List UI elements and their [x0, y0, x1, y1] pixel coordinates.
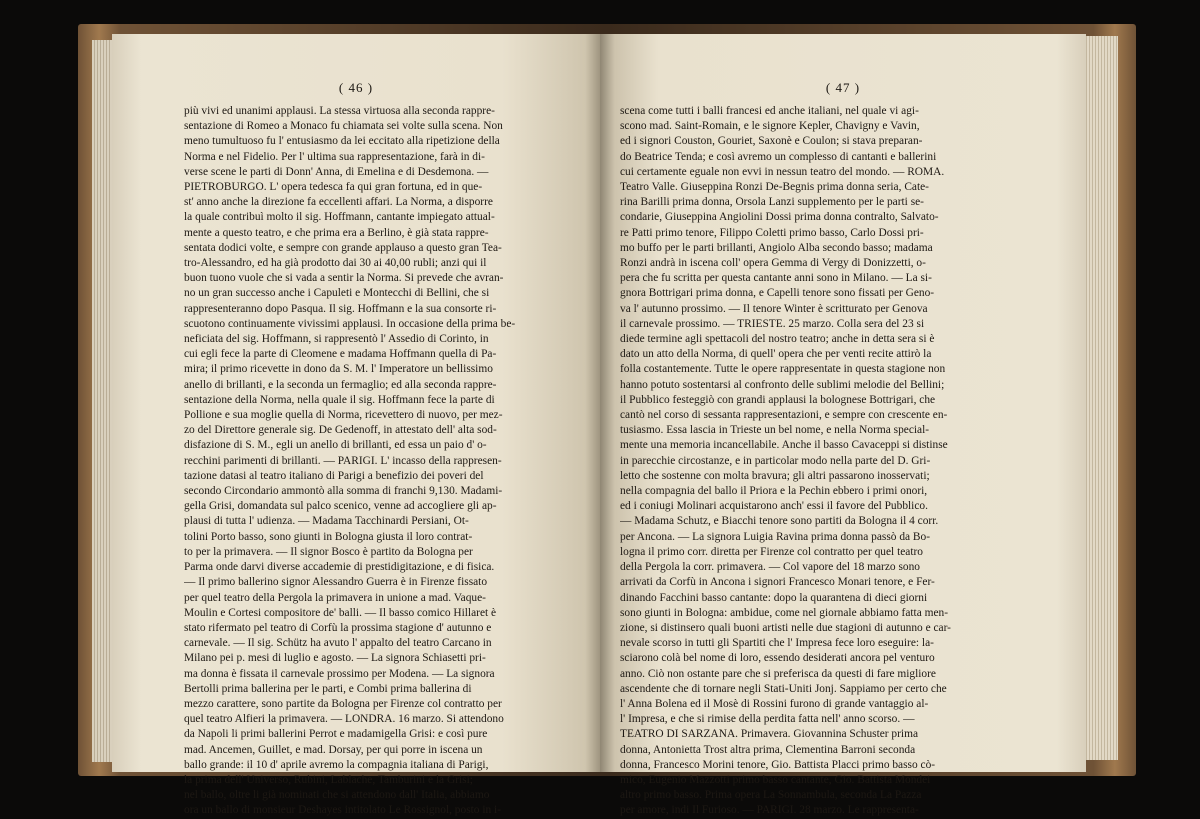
text-line: tusiasmo. Essa lascia in Trieste un bel nome, e nella Norma special- — [620, 424, 930, 437]
text-line: zione, si distinsero quali buoni artisti nelle due stagioni di autunno e car- — [620, 621, 951, 634]
text-line: il Pubblico festeggiò con grandi applausi la bolognese Bottrigari, che — [620, 393, 936, 406]
text-line: l' Impresa, e che si rimise della perdita fatta nell' anno scorso. — — [620, 713, 915, 726]
text-line: carnevale. — Il sig. Schütz ha avuto l' appalto del teatro Carcano in — [184, 637, 492, 650]
text-line: anello di brillanti, e la seconda un fermaglio; ed alla seconda rappre- — [184, 378, 497, 391]
text-line: meno tumultuoso fu l' entusiasmo da lei eccitato alla ripetizione della — [184, 135, 500, 148]
open-book — [78, 24, 1136, 817]
text-line: tolini Porto basso, sono giunti in Bologna giusta il loro contrat- — [184, 530, 473, 543]
text-line: il carnevale prossimo. — TRIESTE. 25 marzo. Colla sera del 23 si — [620, 317, 925, 330]
text-line: gella Grisi, domandata sul palco scenico, venne ad accogliere gli ap- — [184, 500, 497, 513]
text-line: arrivati da Corfù in Ancona i signori Francesco Monari tenore, e Fer- — [620, 576, 935, 589]
right-page — [600, 34, 1086, 817]
text-line: ma donna è fissata il carnevale prossimo per Modena. — La signora — [184, 667, 495, 680]
text-line: donna, Antonietta Trost altra prima, Clementina Barroni seconda — [620, 743, 916, 756]
text-line: letto che sostenne con molta bravura; gli altri passarono inosservati; — [620, 469, 930, 482]
text-line: nel ballo, oltre li già nominati che si attendono dall' Italia, abbiamo — [184, 789, 490, 802]
text-line: va l' autunno prossimo. — Il tenore Winter è scritturato per Genova — [620, 302, 928, 315]
text-line: Teatro Valle. Giuseppina Ronzi De-Begnis prima donna seria, Cate- — [620, 181, 929, 194]
text-line: nevale scorso in tutti gli Spartiti che l' Impresa fece loro eseguire: la- — [620, 637, 934, 650]
text-line: cantò nel corso di sessanta rappresentazioni, e sempre con crescente en- — [620, 409, 948, 422]
text-line: cui certamente eguale non evvi in nessun teatro del mondo. — ROMA. — [620, 165, 945, 178]
text-line: tazione datasi al teatro italiano di Parigi a benefizio dei poveri del — [184, 469, 484, 482]
text-line: Moulin e Cortesi compositore de' balli. — Il basso comico Hillaret è — [184, 606, 497, 619]
text-line: dato un atto della Norma, di quell' opera che per venti recite attirò la — [620, 348, 932, 361]
text-line: TEATRO DI SARZANA. Primavera. Giovannina Schuster prima — [620, 728, 919, 741]
text-line: ed i signori Couston, Gouriet, Saxonè e Coulon; si stava preparan- — [620, 135, 923, 148]
text-line: — Il primo ballerino signor Alessandro Guerra è in Firenze fissato — [184, 576, 488, 589]
text-line: donna, Francesco Morini tenore, Gio. Battista Placci primo basso cò- — [620, 758, 936, 771]
text-line: stato rifermato pel teatro di Corfù la prossima stagione d' autunno e — [184, 621, 492, 634]
text-line: neficiata del sig. Hoffmann, si rappresentò l' Assedio di Corinto, in — [184, 333, 489, 346]
text-line: Bertolli prima ballerina per le parti, e Combi prima ballerina di — [184, 682, 472, 695]
text-line: sentazione di Romeo a Monaco fu chiamata sei volte sulla scena. Non — [184, 120, 503, 133]
text-line: diede termine agli spettacoli del nostro teatro; anche in detta sera si è — [620, 333, 935, 346]
text-line: l' Anna Bolena ed il Mosè di Rossini furono di grande vantaggio al- — [620, 697, 929, 710]
text-line: mente a questo teatro, e che prima era a Berlino, è già stata rappre- — [184, 226, 489, 239]
text-line: Ronzi andrà in iscena coll' opera Gemma di Vergy di Donizzetti, o- — [620, 257, 926, 270]
text-line: st' anno anche la direzione fa eccellenti affari. La Norma, a disporre — [184, 196, 493, 209]
text-line: ora un ballo di monsieur Deshayes intitolato Le Rossignol, posto in i- — [184, 804, 502, 817]
text-line: gnora Bottrigari prima donna, e Capelli tenore sono fissati per Geno- — [620, 287, 935, 300]
text-line: Parma onde darvi diverse accademie di prestidigitazione, e di fisica. — [184, 561, 495, 574]
text-line: secondo Circondario ammontò alla somma di franchi 9,130. Madami- — [184, 485, 503, 498]
text-line: condarie, Giuseppina Angiolini Dossi prima donna contralto, Salvato- — [620, 211, 939, 224]
text-line: mico, Eugenio Mazzotti primo basso cantante, Gio. Battista Mondei — [620, 773, 931, 786]
text-line: più vivi ed unanimi applausi. La stessa virtuosa alla seconda rappre- — [184, 105, 495, 117]
text-line: scuotono continuamente vivissimi applausi. In occasione della prima be- — [184, 317, 516, 330]
text-line: scono mad. Saint-Romain, e le signore Kepler, Chavigny e Vavin, — [620, 120, 920, 133]
text-line: verse scene le parti di Donn' Anna, di Emelina e di Desdemona. — — [184, 165, 489, 178]
text-line: Norma e nel Fidelio. Per l' ultima sua rappresentazione, farà in di- — [184, 150, 485, 163]
text-line: — Madama Schutz, e Biacchi tenore sono partiti da Bologna il 4 corr. — [620, 515, 939, 528]
text-line: plausi di tutta l' udienza. — Madama Tacchinardi Persiani, Ot- — [184, 515, 469, 528]
left-page — [112, 34, 600, 817]
left-page-text — [184, 104, 580, 819]
text-line: per Ancona. — La signora Luigia Ravina prima donna passò da Bo- — [620, 530, 930, 543]
text-line: mad. Ancemen, Guillet, e mad. Dorsay, per qui porre in iscena un — [184, 743, 483, 756]
text-line: rina Barilli prima donna, Orsola Lanzi supplemento per le parti se- — [620, 196, 924, 209]
text-line: disfazione di S. M., egli un anello di brillanti, ed essa un paio d' o- — [184, 439, 487, 452]
text-line: pera che fu scritta per questa cantante anni sono in Milano. — La si- — [620, 272, 932, 285]
text-line: la quale contribuì molto il sig. Hoffmann, cantante impiegato attual- — [184, 211, 495, 224]
text-line: da Napoli li primi ballerini Perrot e madamigella Grisi: e così pure — [184, 728, 488, 741]
text-line: no un gran successo anche i Capuleti e Montecchi di Bellini, che si — [184, 287, 490, 300]
text-line: sentata dodici volte, e sempre con grande applauso a questo gran Tea- — [184, 241, 502, 254]
text-line: Pollione e sua moglie quella di Norma, ricevettero di nuovo, per mez- — [184, 409, 503, 422]
text-line: dinando Facchini basso cantante: dopo la quarantena di dieci giorni — [620, 591, 928, 604]
text-line: folla costantemente. Tutte le opere rappresentate in questa stagione non — [620, 363, 946, 376]
text-line: la prima dell' Universo, Rubini, Lablache, Tamburini e la Grisi; — [184, 773, 473, 786]
text-line: zo del Direttore generale sig. De Gedenoff, in attestato dell' alta sod- — [184, 424, 497, 437]
text-line: altro primo basso. Prima opera La Sonnambula, seconda La Pazza — [620, 789, 922, 802]
text-line: in parecchie circostanze, e in particolar modo nella parte del D. Gri- — [620, 454, 931, 467]
text-line: cui egli fece la parte di Cleomene e madama Hoffmann quella di Pa- — [184, 348, 497, 361]
text-line: sentazione della Norma, nella quale il sig. Hoffmann fece la parte di — [184, 393, 495, 406]
text-line: tro-Alessandro, ed ha già prodotto dai 30 ai 40,00 rubli; anzi qui il — [184, 257, 487, 270]
text-line: sono giunti in Bologna: ambidue, come nel giornale abbiamo fatta men- — [620, 606, 949, 619]
text-line: nella compagnia del ballo il Priora e la Pechin ebbero i primi onori, — [620, 485, 928, 498]
text-line: anno. Ciò non ostante pare che si preferisca da questi di fare migliore — [620, 667, 936, 680]
right-page-text — [620, 104, 1026, 819]
text-line: mira; il primo ricevette in dono da S. M. l' Imperatore un bellissimo — [184, 363, 493, 376]
text-line: ballo grande: il 10 d' aprile avremo la compagnia italiana di Parigi, — [184, 758, 489, 771]
text-line: ed i coniugi Molinari acquistarono anch' essi il favore del Pubblico. — [620, 500, 928, 513]
text-line: Milano pei p. mesi di luglio e agosto. — La signora Schiasetti pri- — [184, 652, 486, 665]
text-line: quel teatro Alfieri la primavera. — LONDRA. 16 marzo. Si attendono — [184, 713, 504, 726]
text-line: sciarono colà bel nome di loro, essendo desiderati ancora pel venturo — [620, 652, 935, 665]
text-line: to per la primavera. — Il signor Bosco è partito da Bologna per — [184, 545, 473, 558]
text-line: ascendente che di tornare negli Stati-Uniti Jonj. Sappiamo per certo che — [620, 682, 947, 695]
text-line: mezzo carattere, sono partite da Bologna per Firenze col contratto per — [184, 697, 502, 710]
text-line: logna il primo corr. diretta per Firenze col contratto per quel teatro — [620, 545, 924, 558]
page-number-right: ( 47 ) — [825, 80, 861, 95]
text-line: re Patti primo tenore, Filippo Coletti primo basso, Carlo Dossi pri- — [620, 226, 924, 239]
text-line: hanno potuto sostentarsi al confronto delle sublimi melodie del Bellini; — [620, 378, 945, 391]
text-line: per amore, indi Il Furioso. — PARIGI. 28 marzo. Le rappresenta- — [620, 804, 919, 817]
text-line: mente una memoria incancellabile. Anche il basso Cavaceppi si distinse — [620, 439, 948, 452]
text-line: scena come tutti i balli francesi ed anche italiani, nel quale vi agi- — [620, 105, 919, 117]
text-line: per quel teatro della Pergola la primavera in unione a mad. Vaque- — [184, 591, 486, 604]
text-line: della Pergola la corr. primavera. — Col vapore del 18 marzo sono — [620, 561, 920, 574]
text-line: buon tuono vuole che si vada a sentir la Norma. Si prevede che avran- — [184, 272, 504, 285]
text-line: do Beatrice Tenda; e così avremo un complesso di cantanti e ballerini — [620, 150, 937, 163]
text-line: recchini parimenti di brillanti. — PARIGI. L' incasso della rappresen- — [184, 454, 502, 467]
text-line: PIETROBURGO. L' opera tedesca fa qui gran fortuna, ed in que- — [184, 181, 483, 194]
text-line: rappresenteranno dopo Pasqua. Il sig. Hoffmann e la sua consorte ri- — [184, 302, 497, 315]
text-line: mo buffo per le parti brillanti, Angiolo Alba secondo basso; madama — [620, 241, 933, 254]
page-number-left: ( 46 ) — [338, 80, 374, 95]
